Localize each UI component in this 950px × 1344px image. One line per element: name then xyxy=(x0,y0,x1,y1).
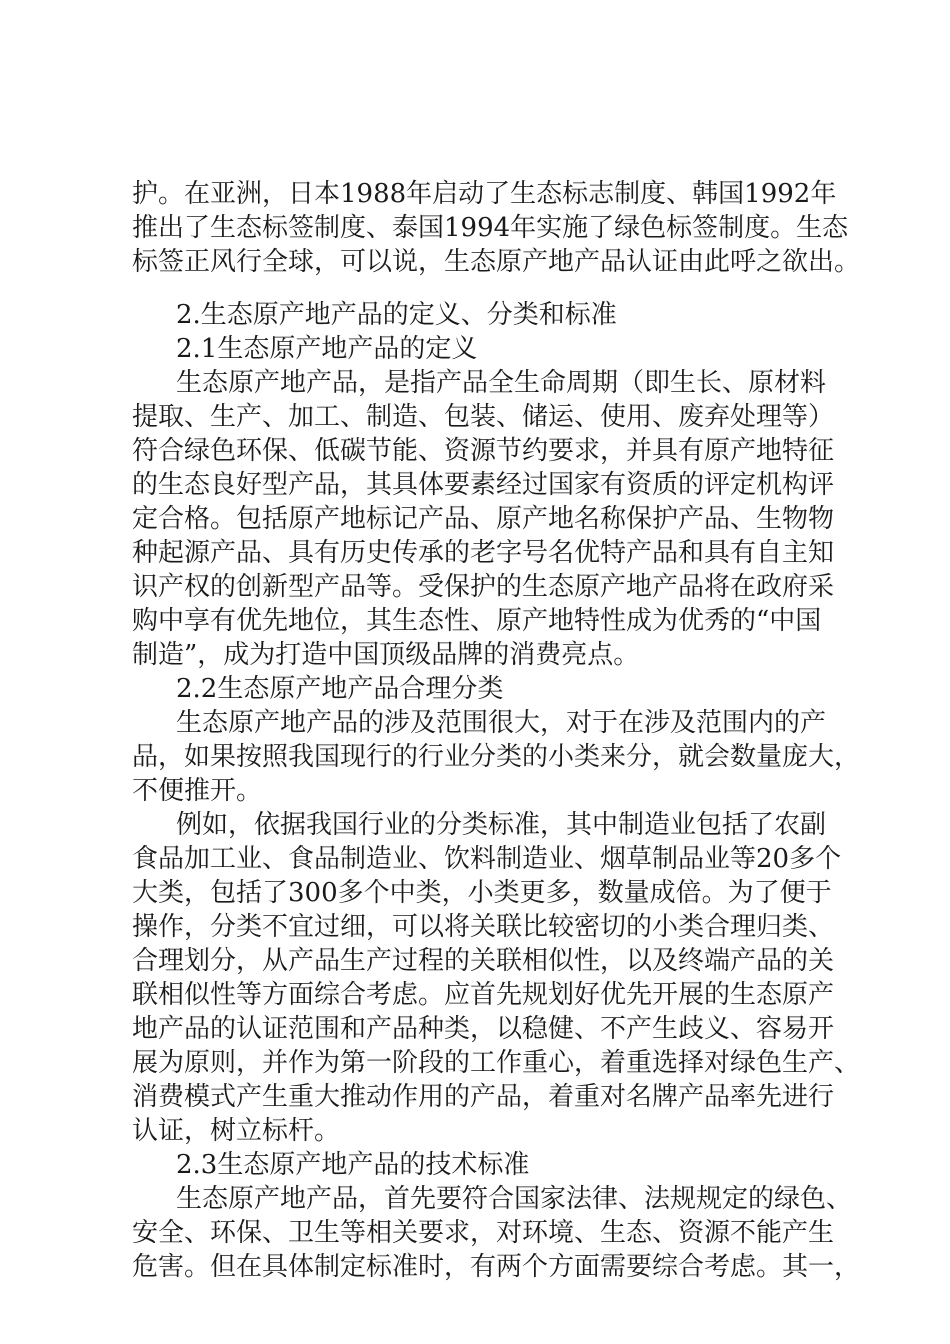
subsection-heading: 2.1生态原产地产品的定义 xyxy=(176,334,478,364)
paragraph-line: 生态原产地产品的涉及范围很大，对于在涉及范围内的产 xyxy=(176,708,827,738)
paragraph-line: 安全、环保、卫生等相关要求，对环境、生态、资源不能产生 xyxy=(132,1218,835,1248)
subsection-heading: 2.3生态原产地产品的技术标准 xyxy=(176,1150,530,1180)
paragraph-line: 操作，分类不宜过细，可以将关联比较密切的小类合理归类、 xyxy=(132,912,835,942)
paragraph-line: 例如，依据我国行业的分类标准，其中制造业包括了农副 xyxy=(176,810,827,840)
paragraph-line: 提取、生产、加工、制造、包装、储运、使用、废弃处理等） xyxy=(132,402,835,432)
paragraph-line: 种起源产品、具有历史传承的老字号名优特产品和具有自主知 xyxy=(132,538,835,568)
section-heading: 2.生态原产地产品的定义、分类和标准 xyxy=(176,300,617,330)
paragraph-line: 食品加工业、食品制造业、饮料制造业、烟草制品业等20多个 xyxy=(132,844,842,874)
paragraph-line: 品，如果按照我国现行的行业分类的小类来分，就会数量庞大， xyxy=(132,742,861,772)
paragraph-line: 护。在亚洲，日本1988年启动了生态标志制度、韩国1992年 xyxy=(132,179,837,209)
paragraph-line: 推出了生态标签制度、泰国1994年实施了绿色标签制度。生态 xyxy=(132,213,849,243)
paragraph-line: 标签正风行全球，可以说，生态原产地产品认证由此呼之欲出。 xyxy=(132,247,861,277)
paragraph-line: 大类，包括了300多个中类，小类更多，数量成倍。为了便于 xyxy=(132,878,832,908)
paragraph-line: 合理划分，从产品生产过程的关联相似性，以及终端产品的关 xyxy=(132,946,835,976)
paragraph-line: 联相似性等方面综合考虑。应首先规划好优先开展的生态原产 xyxy=(132,980,835,1010)
paragraph-line: 制造”，成为打造中国顶级品牌的消费亮点。 xyxy=(132,640,640,670)
paragraph-line: 的生态良好型产品，其具体要素经过国家有资质的评定机构评 xyxy=(132,470,835,500)
subsection-heading: 2.2生态原产地产品合理分类 xyxy=(176,674,504,704)
paragraph-line: 生态原产地产品，是指产品全生命周期（即生长、原材料 xyxy=(176,368,827,398)
paragraph-line: 地产品的认证范围和产品种类，以稳健、不产生歧义、容易开 xyxy=(132,1014,835,1044)
paragraph-line: 认证，树立标杆。 xyxy=(132,1116,341,1146)
paragraph-line: 不便推开。 xyxy=(132,776,263,806)
paragraph-line: 展为原则，并作为第一阶段的工作重心，着重选择对绿色生产、 xyxy=(132,1048,861,1078)
paragraph-line: 购中享有优先地位，其生态性、原产地特性成为优秀的“中国 xyxy=(132,606,822,636)
paragraph-line: 生态原产地产品，首先要符合国家法律、法规规定的绿色、 xyxy=(176,1184,853,1214)
paragraph-line: 符合绿色环保、低碳节能、资源节约要求，并具有原产地特征 xyxy=(132,436,835,466)
paragraph-line: 识产权的创新型产品等。受保护的生态原产地产品将在政府采 xyxy=(132,572,835,602)
paragraph-line: 消费模式产生重大推动作用的产品，着重对名牌产品率先进行 xyxy=(132,1082,835,1112)
paragraph-line: 定合格。包括原产地标记产品、原产地名称保护产品、生物物 xyxy=(132,504,835,534)
paragraph-line: 危害。但在具体制定标准时，有两个方面需要综合考虑。其一， xyxy=(132,1252,861,1282)
